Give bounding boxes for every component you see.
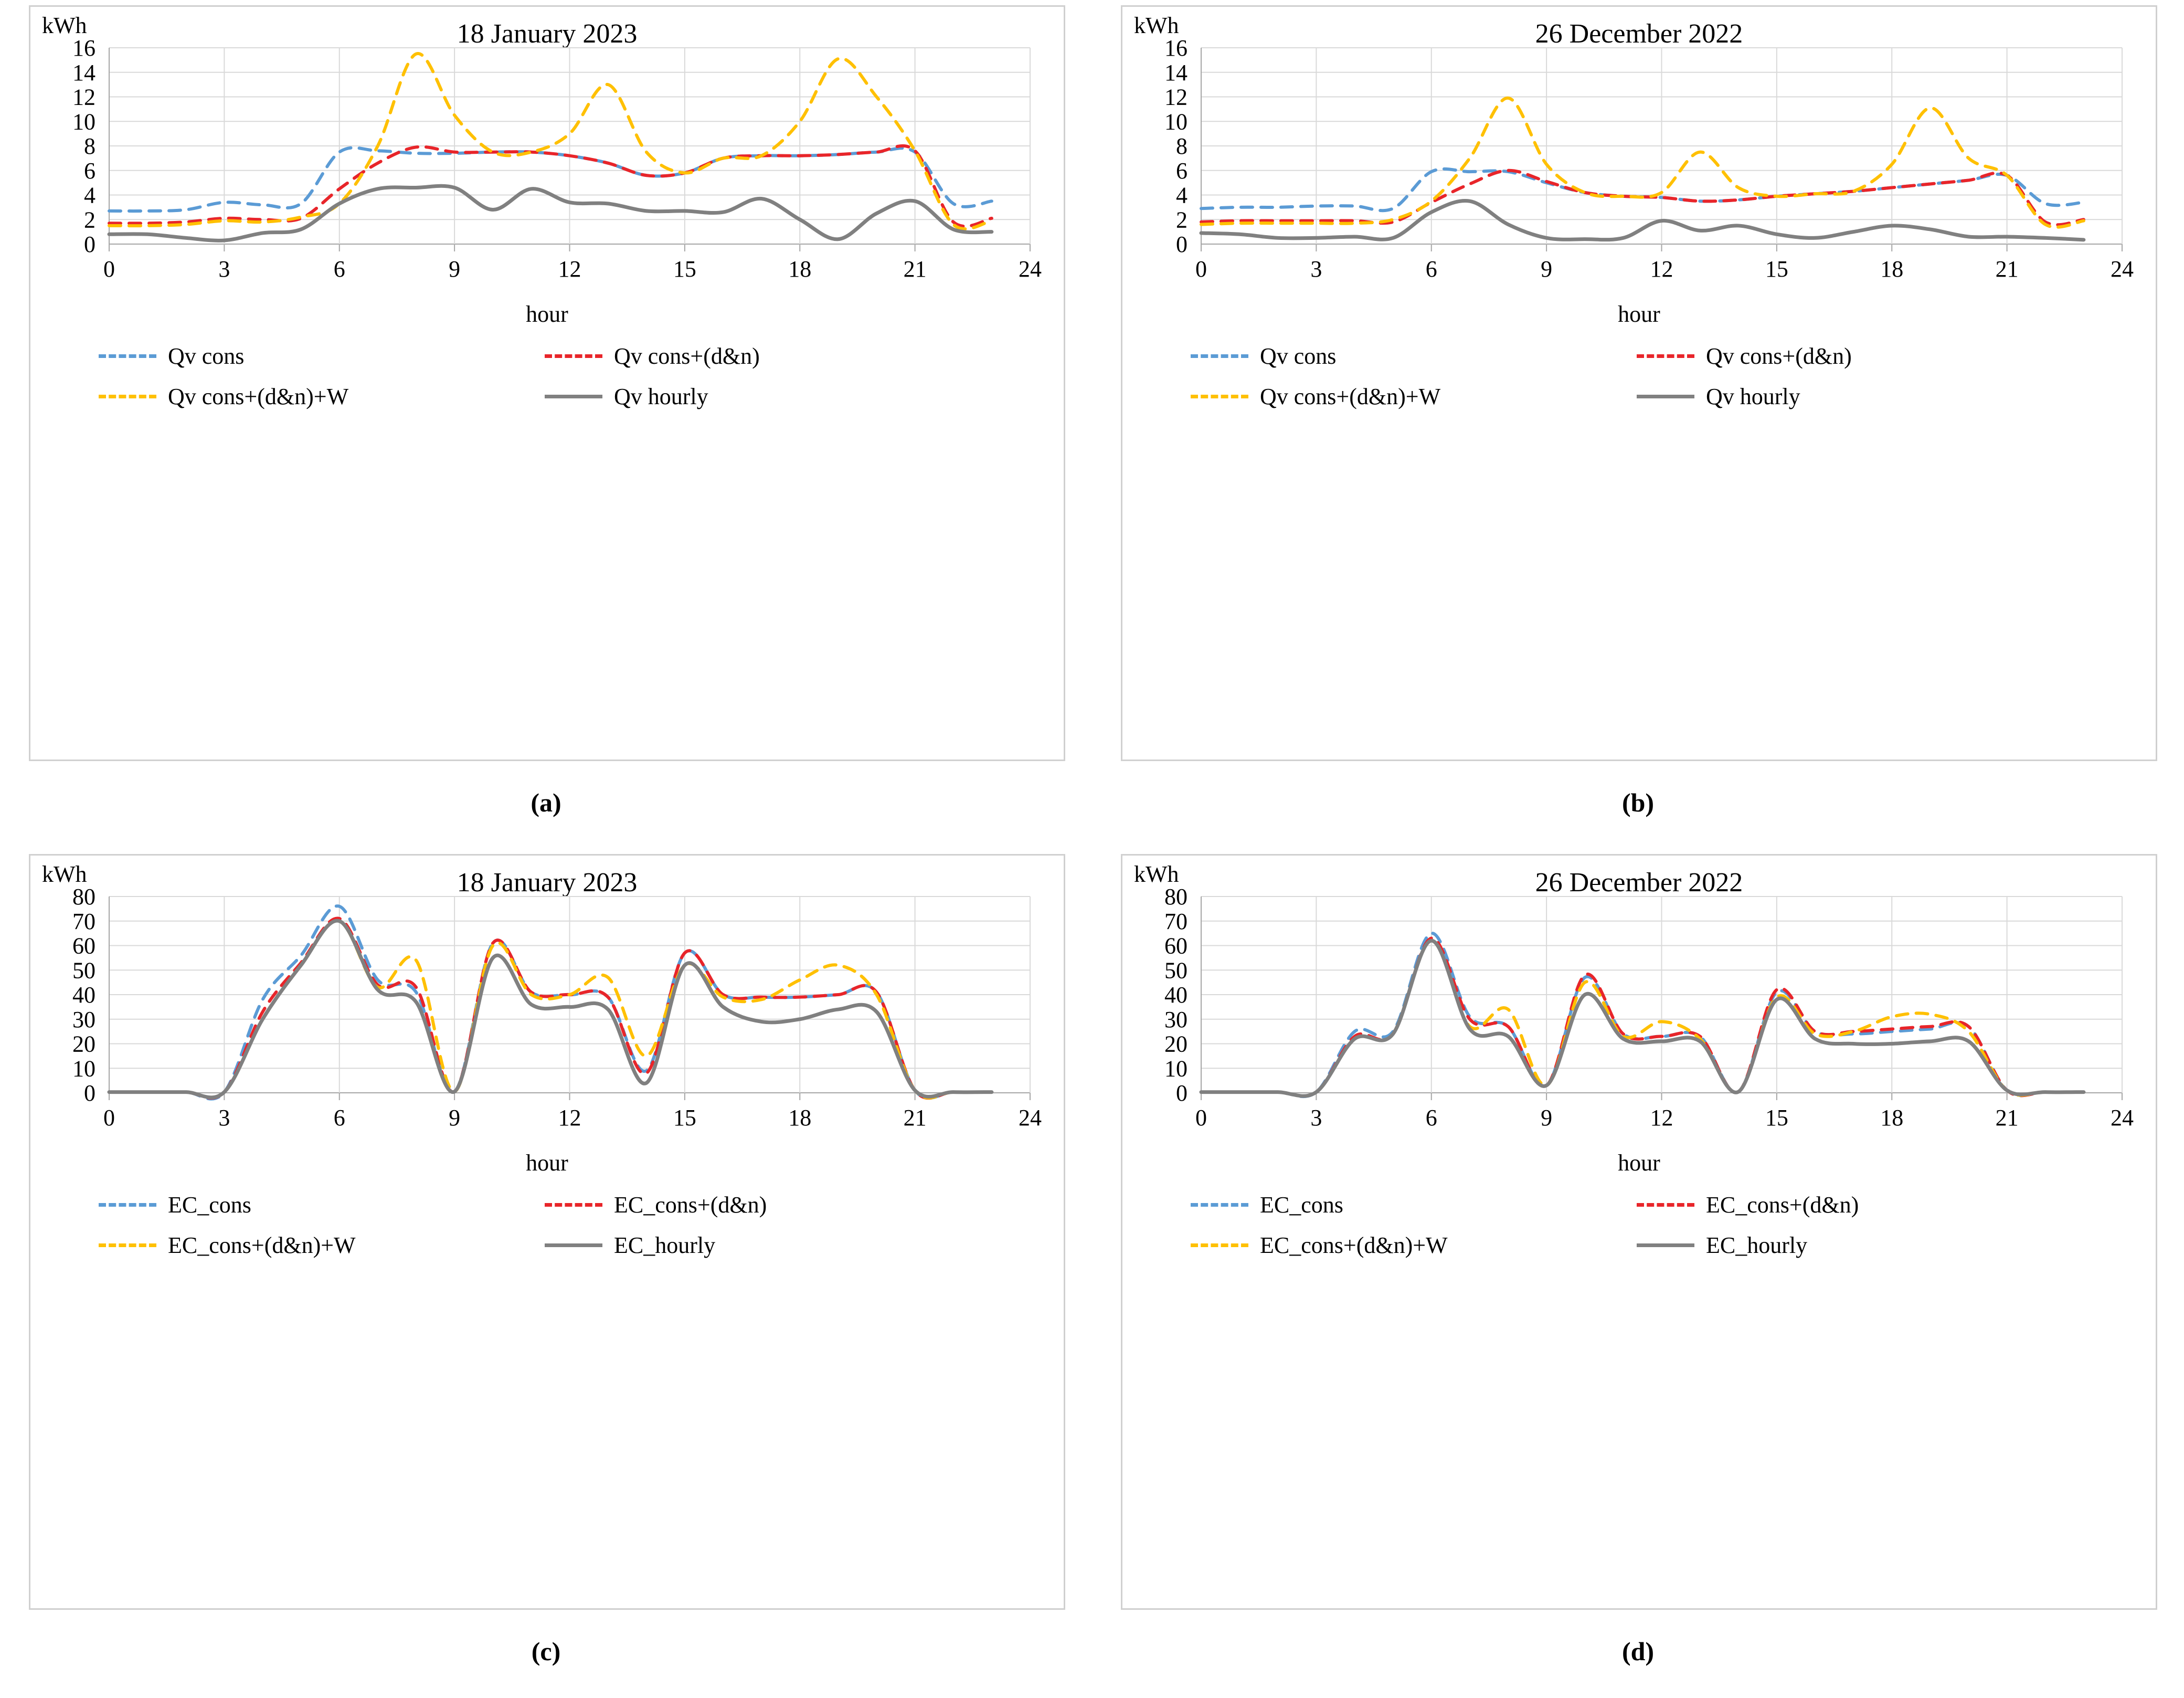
svg-text:12: 12 [1164,84,1188,110]
svg-text:10: 10 [72,1056,96,1082]
legend-swatch-gray-solid [545,395,602,398]
svg-text:0: 0 [1195,256,1207,282]
plot-area-d [1122,887,2156,1139]
svg-text:18: 18 [1880,256,1904,282]
x-axis-label-b: hour [1618,301,1660,327]
svg-text:24: 24 [2111,1105,2134,1131]
svg-text:9: 9 [449,1105,461,1131]
legend-d [1191,1191,2083,1259]
svg-text:6: 6 [333,1105,345,1131]
svg-text:21: 21 [1995,256,2019,282]
legend-item [1637,1232,2083,1259]
svg-text:16: 16 [1164,38,1188,61]
chart-frame-b [1121,5,2157,761]
svg-text:70: 70 [72,908,96,934]
svg-text:6: 6 [84,157,96,184]
subfigure-caption-text: (a) [531,788,561,817]
legend-label: Qv hourly [1706,384,1800,409]
chart-frame-d [1121,854,2157,1610]
legend-item [99,1232,545,1259]
panel-c [0,849,1092,1697]
svg-text:10: 10 [1164,1056,1188,1082]
chart-frame-a [29,5,1065,761]
legend-label: EC_hourly [614,1232,716,1258]
svg-text:12: 12 [1650,1105,1673,1131]
svg-text:0: 0 [84,231,96,257]
legend-label: Qv cons+(d&n)+W [168,384,349,409]
legend-label: Qv cons+(d&n) [1706,343,1852,369]
svg-text:30: 30 [72,1006,96,1032]
svg-text:16: 16 [72,38,96,61]
chart-title-a: 18 January 2023 [457,19,638,49]
legend-label: Qv cons+(d&n) [614,343,760,369]
legend-swatch-yellow-dashed [99,395,156,398]
svg-text:3: 3 [218,256,230,282]
svg-text:2: 2 [84,207,96,233]
svg-text:14: 14 [72,59,96,86]
svg-text:40: 40 [1164,982,1188,1008]
svg-text:21: 21 [1995,1105,2019,1131]
legend-c [99,1191,991,1259]
svg-text:70: 70 [1164,908,1188,934]
svg-text:6: 6 [333,256,345,282]
legend-swatch-yellow-dashed [1191,1243,1248,1247]
legend-item [99,1191,545,1218]
y-unit-label-c: kWh [42,861,87,887]
panel-b [1092,0,2184,849]
legend-swatch-red-dashed [545,354,602,358]
legend-swatch-yellow-dashed [99,1243,156,1247]
svg-text:12: 12 [72,84,96,110]
legend-item [1637,1191,2083,1218]
svg-text:12: 12 [558,256,581,282]
svg-text:6: 6 [1425,1105,1437,1131]
legend-b [1191,343,2083,410]
legend-label: Qv hourly [614,384,708,409]
svg-text:8: 8 [1176,133,1188,159]
svg-text:18: 18 [1880,1105,1904,1131]
subfigure-caption-d [1092,1636,2184,1667]
svg-text:3: 3 [218,1105,230,1131]
svg-text:21: 21 [903,1105,927,1131]
svg-text:9: 9 [1541,1105,1553,1131]
legend-label: Qv cons+(d&n)+W [1260,384,1441,409]
x-axis-label-d: hour [1618,1150,1660,1176]
subfigure-caption-text: (b) [1621,788,1655,817]
svg-text:30: 30 [1164,1006,1188,1032]
svg-text:60: 60 [1164,933,1188,959]
y-unit-label-d: kWh [1134,861,1179,887]
legend-item [1191,1191,1637,1218]
legend-item [545,343,991,370]
legend-swatch-blue-dashed [1191,354,1248,358]
legend-swatch-blue-dashed [1191,1203,1248,1207]
svg-text:15: 15 [673,256,696,282]
svg-text:24: 24 [2111,256,2134,282]
svg-text:8: 8 [84,133,96,159]
legend-swatch-gray-solid [545,1243,602,1247]
svg-text:14: 14 [1164,59,1188,86]
legend-label: Qv cons [1260,343,1337,369]
plot-area-c [30,887,1064,1139]
plot-area-b [1122,38,2156,290]
svg-text:4: 4 [1176,182,1188,208]
legend-item [1191,383,1637,410]
svg-text:3: 3 [1310,1105,1322,1131]
legend-label: EC_cons+(d&n)+W [1260,1232,1448,1258]
legend-swatch-blue-dashed [99,354,156,358]
subfigure-caption-text: (d) [1621,1637,1655,1666]
legend-swatch-red-dashed [545,1203,602,1207]
svg-text:15: 15 [673,1105,696,1131]
svg-text:15: 15 [1765,256,1788,282]
legend-swatch-red-dashed [1637,1203,1694,1207]
y-unit-label-b: kWh [1134,13,1179,38]
svg-text:20: 20 [1164,1031,1188,1057]
legend-item [545,1191,991,1218]
legend-label: Qv cons [168,343,245,369]
x-axis-label-a: hour [526,301,568,327]
line-chart-c [30,887,1064,1139]
svg-text:40: 40 [72,982,96,1008]
x-axis-label-c: hour [526,1150,568,1176]
legend-item [1637,383,2083,410]
svg-text:0: 0 [1195,1105,1207,1131]
legend-item [99,343,545,370]
svg-text:21: 21 [903,256,927,282]
chart-title-c: 18 January 2023 [457,868,638,898]
subfigure-caption-c [0,1636,1092,1667]
legend-label: EC_cons+(d&n)+W [168,1232,356,1258]
legend-swatch-blue-dashed [99,1203,156,1207]
svg-text:0: 0 [1176,1080,1188,1106]
legend-label: EC_cons [168,1192,251,1218]
chart-title-d: 26 December 2022 [1535,868,1743,898]
legend-swatch-yellow-dashed [1191,395,1248,398]
legend-label: EC_cons+(d&n) [614,1192,767,1218]
legend-item [1637,343,2083,370]
svg-text:6: 6 [1176,157,1188,184]
subfigure-caption-a [0,787,1092,818]
svg-text:18: 18 [788,1105,812,1131]
svg-text:12: 12 [1650,256,1673,282]
panel-d [1092,849,2184,1697]
legend-label: EC_cons+(d&n) [1706,1192,1859,1218]
svg-text:80: 80 [1164,887,1188,910]
svg-text:60: 60 [72,933,96,959]
legend-swatch-gray-solid [1637,395,1694,398]
svg-text:2: 2 [1176,207,1188,233]
legend-item [545,383,991,410]
svg-text:10: 10 [1164,109,1188,135]
svg-text:15: 15 [1765,1105,1788,1131]
svg-text:80: 80 [72,887,96,910]
line-chart-d [1122,887,2156,1139]
svg-text:10: 10 [72,109,96,135]
svg-text:0: 0 [84,1080,96,1106]
legend-item [545,1232,991,1259]
subfigure-caption-text: (c) [531,1637,561,1666]
panel-a [0,0,1092,849]
svg-text:6: 6 [1425,256,1437,282]
svg-text:50: 50 [1164,957,1188,984]
svg-text:9: 9 [449,256,461,282]
svg-text:3: 3 [1310,256,1322,282]
legend-label: EC_hourly [1706,1232,1808,1258]
svg-text:0: 0 [103,256,115,282]
svg-text:24: 24 [1019,1105,1042,1131]
svg-text:4: 4 [84,182,96,208]
legend-a [99,343,991,410]
svg-text:50: 50 [72,957,96,984]
legend-swatch-red-dashed [1637,354,1694,358]
y-unit-label-a: kWh [42,13,87,38]
svg-text:9: 9 [1541,256,1553,282]
svg-text:18: 18 [788,256,812,282]
line-chart-b [1122,38,2156,290]
legend-item [1191,1232,1637,1259]
plot-area-a [30,38,1064,290]
legend-item [99,383,545,410]
svg-text:24: 24 [1019,256,1042,282]
line-chart-a [30,38,1064,290]
chart-title-b: 26 December 2022 [1535,19,1743,49]
chart-frame-c [29,854,1065,1610]
svg-text:20: 20 [72,1031,96,1057]
svg-text:12: 12 [558,1105,581,1131]
legend-item [1191,343,1637,370]
svg-text:0: 0 [103,1105,115,1131]
legend-swatch-gray-solid [1637,1243,1694,1247]
legend-label: EC_cons [1260,1192,1343,1218]
svg-text:0: 0 [1176,231,1188,257]
subfigure-caption-b [1092,787,2184,818]
